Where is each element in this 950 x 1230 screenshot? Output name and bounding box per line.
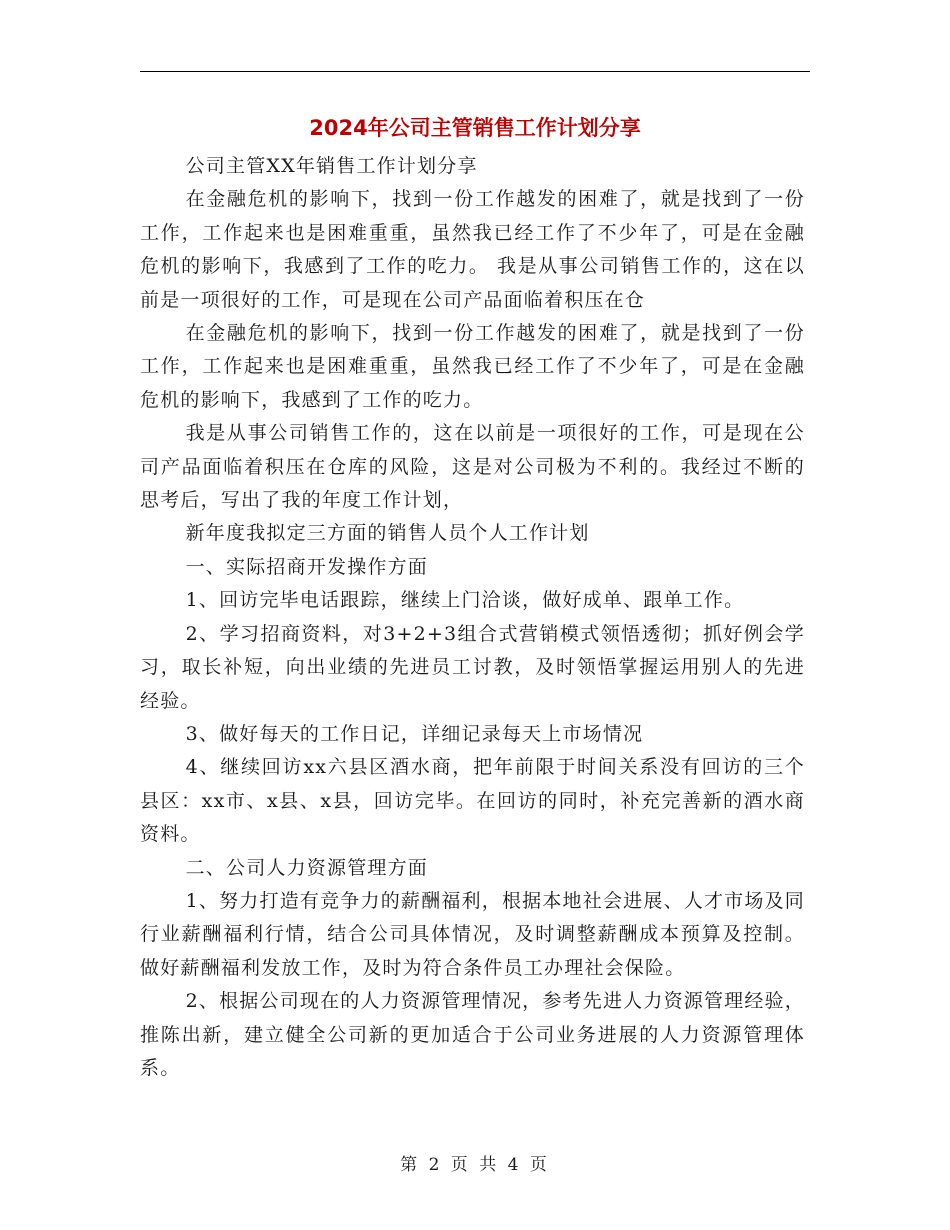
list-item: 4、继续回访xx六县区酒水商，把年前限于时间关系没有回访的三个县区：xx市、x县、x县，回访完毕。在回访的同时，补充完善新的酒水商资料。 <box>140 756 805 846</box>
document-title: 2024年公司主管销售工作计划分享 <box>309 116 641 140</box>
list-item: 2、学习招商资料，对3+2+3组合式营销模式领悟透彻；抓好例会学习，取长补短，向出业绩的先进员工讨教，及时领悟掌握运用别人的先进经验。 <box>140 622 805 712</box>
list-item: 3、做好每天的工作日记，详细记录每天上市场情况 <box>185 722 644 745</box>
header-rule <box>140 71 810 72</box>
paragraph: 在金融危机的影响下，找到一份工作越发的困难了，就是找到了一份工作，工作起来也是困难重重，虽然我已经工作了不少年了，可是在金融危机的影响下，我感到了工作的吃力。 我是从事公司销售工作的，这在以前是一项很好的工作，可是现在公司产品面临着积压在仓 <box>140 188 805 311</box>
list-item: 1、努力打造有竞争力的薪酬福利，根据本地社会进展、人才市场及同行业薪酬福利行情，结合公司具体情况，及时调整薪酬成本预算及控制。做好薪酬福利发放工作，及时为符合条件员工办理社会保险。 <box>140 889 805 979</box>
list-item: 1、回访完毕电话跟踪，继续上门洽谈，做好成单、跟单工作。 <box>185 589 745 612</box>
paragraph-subtitle: 公司主管XX年销售工作计划分享 <box>185 155 478 177</box>
page-number-footer: 第 2 页 共 4 页 <box>400 1155 550 1175</box>
section-heading: 二、公司人力资源管理方面 <box>185 856 428 879</box>
paragraph: 我是从事公司销售工作的，这在以前是一项很好的工作，可是现在公司产品面临着积压在仓库的风险，这是对公司极为不利的。我经过不断的思考后，写出了我的年度工作计划， <box>140 422 805 512</box>
document-body <box>140 150 805 1085</box>
section-heading: 一、实际招商开发操作方面 <box>185 555 428 578</box>
list-item: 2、根据公司现在的人力资源管理情况，参考先进人力资源管理经验，推陈出新，建立健全公司新的更加适合于公司业务进展的人力资源管理体系。 <box>140 990 805 1079</box>
paragraph: 在金融危机的影响下，找到一份工作越发的困难了，就是找到了一份工作，工作起来也是困难重重，虽然我已经工作了不少年了，可是在金融危机的影响下，我感到了工作的吃力。 <box>140 322 805 411</box>
paragraph: 新年度我拟定三方面的销售人员个人工作计划 <box>185 522 590 545</box>
